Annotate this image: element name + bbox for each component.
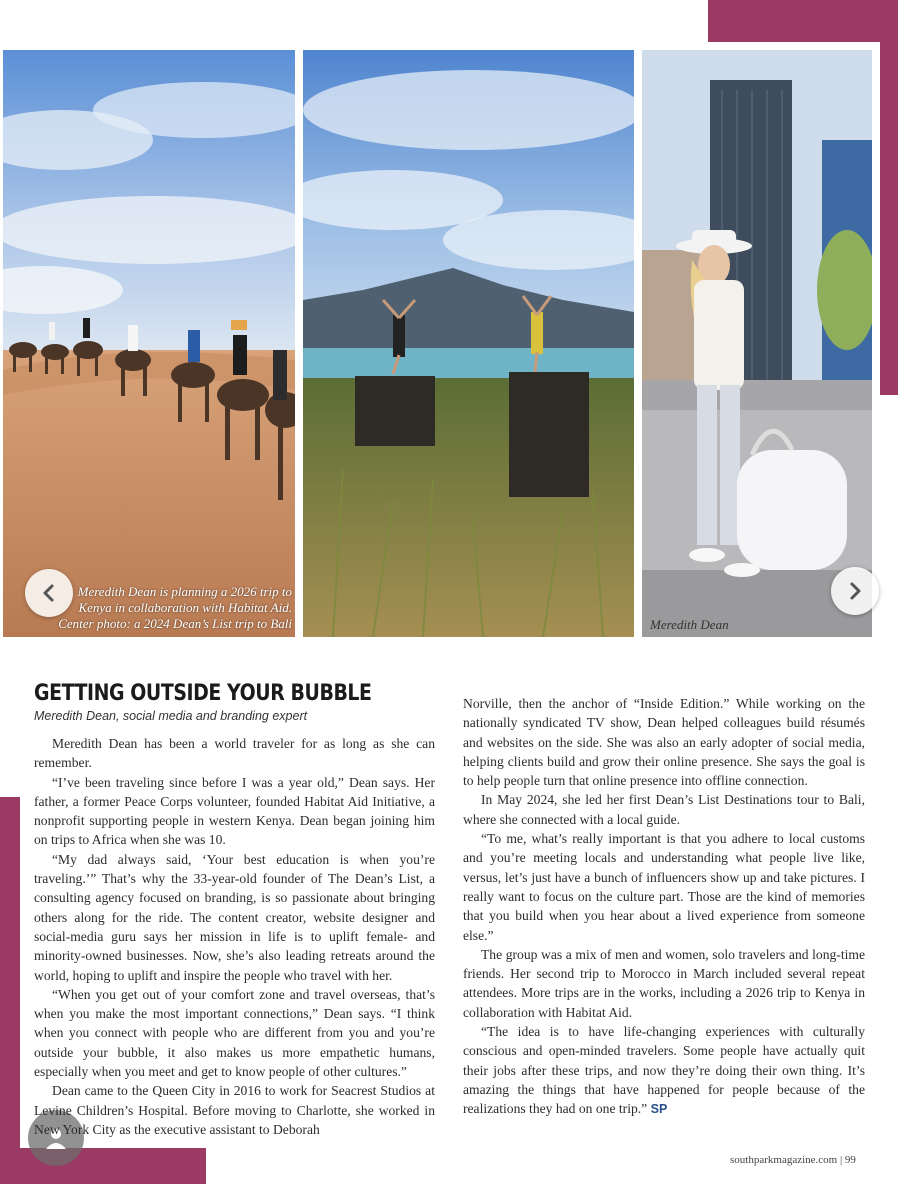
article-column-right [463, 694, 865, 1120]
chevron-left-icon [39, 583, 59, 603]
photo-city-portrait [642, 50, 872, 637]
paragraph: “I’ve been traveling since before I was a year old,” Dean says. Her father, a former Peace Corps volunteer, founded Habitat Aid Initiative, a nonprofit supporting people in western Kenya. Dean began joining him on trips to Africa when she was 10. [34, 774, 435, 848]
photo-bali-yoga [303, 50, 634, 637]
paragraph: Meredith Dean has been a world traveler for as long as she can remember. [34, 736, 435, 771]
accent-bar-right [880, 0, 898, 395]
paragraph: “To me, what’s really important is that you adhere to local customs and you’re meeting locals and understanding what people live like, versus, let’s just have a bunch of influencers show up and take pictures. I really want to focus on the culture part. Those are the kind of memories that you build when you hear about a lived experience from someone else.” [463, 831, 865, 943]
paragraph: The group was a mix of men and women, solo travelers and long-time friends. Her second trip to Morocco in March included several repeat attendees. More trips are in the works, including a 2026 trip to Kenya in collaboration with Habitat Aid. [463, 946, 865, 1020]
caption-line: Center photo: a 2024 Dean’s List trip to Bali [58, 616, 292, 631]
photo-desert-camels [3, 50, 295, 637]
next-slide-button[interactable] [831, 567, 879, 615]
paragraph: “When you get out of your comfort zone and travel overseas, that’s when you make the most important connections,” Dean says. “I think when you connect with people who are different from you and you’re outside your bubble, it also makes us more empathetic humans, especially when you meet and get to know people of other cultures.” [34, 986, 435, 1080]
accent-bar-bottom-left [0, 1148, 206, 1184]
caption-line: Meredith Dean is planning a 2026 trip to [77, 584, 292, 599]
previous-slide-button[interactable] [25, 569, 73, 617]
paragraph-last [463, 1022, 865, 1119]
paragraph: Dean came to the Queen City in 2016 to work for Seacrest Studios at Levine Children’s Hospital. Before moving to Charlotte, she worked in New York City as the executive assistant to Deborah [34, 1083, 435, 1137]
paragraph: “My dad always said, ‘Your best education is when you’re traveling.’” That’s why the 33-year-old founder of The Dean’s List, a consulting agency focused on branding, is so passionate about bringing others along for the ride. The content creator, website designer and social-media guru says her mission in life is to uplift female- and minority-owned businesses. Now, she’s also leading retreats around the world, hoping to uplift and inspire the people who travel with her. [34, 851, 435, 983]
caption-line: Kenya in collaboration with Habitat Aid. [78, 600, 292, 615]
paragraph: Norville, then the anchor of “Inside Edition.” While working on the nationally syndicated TV show, Dean helped colleagues build résumés and websites on the side. She was also an early adopter of social media, helping clients build and grow their online presence. She says the goal is to help people turn that online presence into offline connection. [463, 696, 865, 789]
paragraph: In May 2024, she led her first Dean’s List Destinations tour to Bali, where she connected with a local guide. [463, 792, 865, 827]
accent-bar-left [0, 797, 20, 1184]
paragraph-text: “The idea is to have life-changing experiences with culturally conscious and open-minded travelers. Some people have actually quit their jobs after these trips, and now they’re doing their own thing. It’s amazing the things that have happened for people because of the realizations they had on one trip.” [463, 1024, 865, 1117]
accent-bar-top-right [708, 0, 898, 42]
article-column-left [34, 734, 435, 1139]
page-folio: southparkmagazine.com | 99 [730, 1154, 856, 1166]
article-headline: GETTING OUTSIDE YOUR BUBBLE [34, 681, 372, 706]
photo-caption-right: Meredith Dean [650, 617, 729, 632]
article-subhead: Meredith Dean, social media and branding expert [34, 709, 308, 723]
chevron-right-icon [845, 581, 865, 601]
end-mark: SP [650, 1102, 668, 1117]
